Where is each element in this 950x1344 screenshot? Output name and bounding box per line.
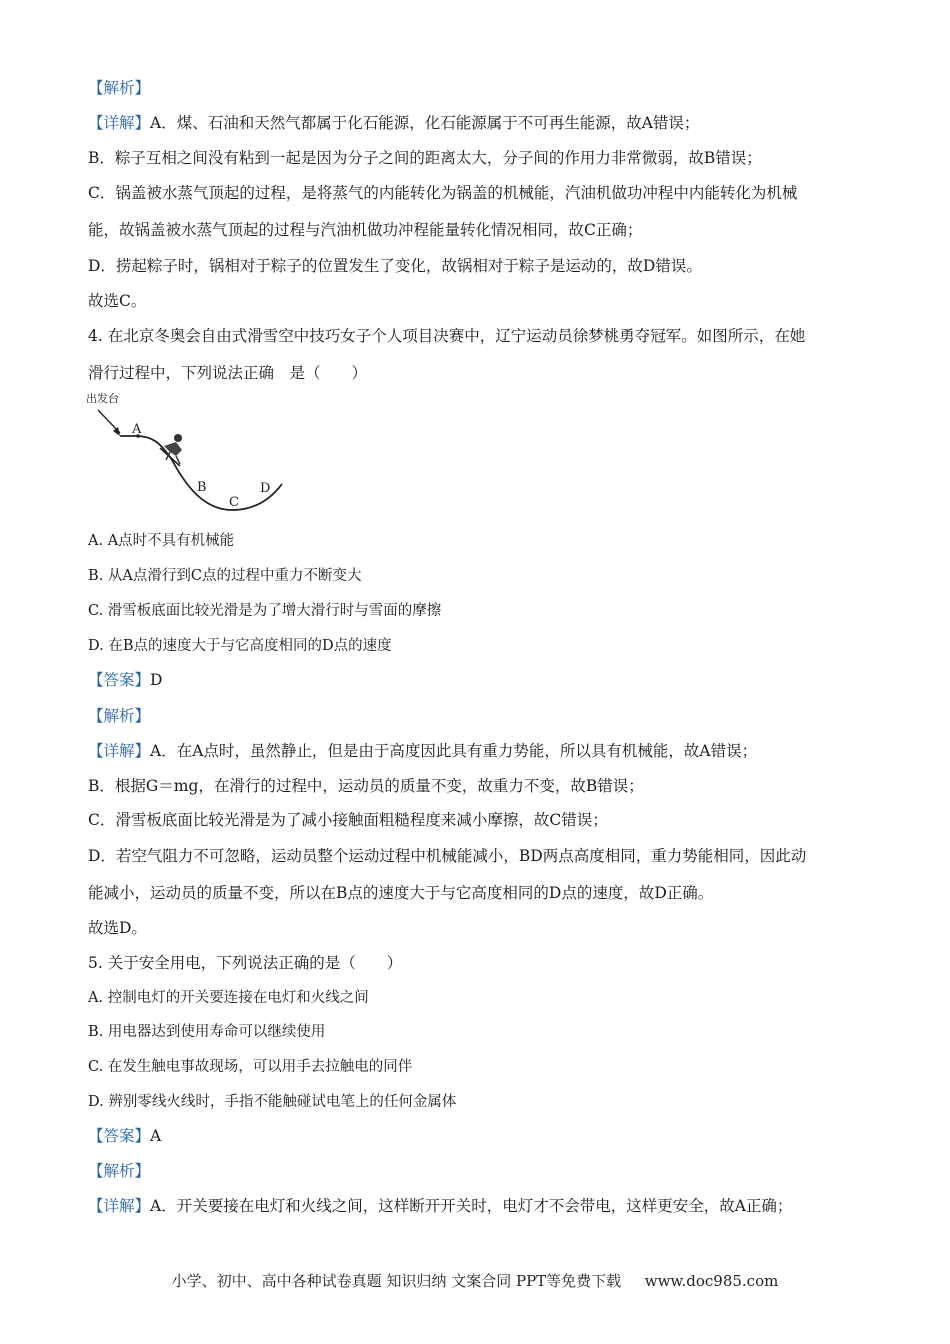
- point-a-label: A: [132, 422, 142, 437]
- detail-text-c2: 能，故锅盖被水蒸气顶起的过程与汽油机做功冲程能量转化情况相同，故C正确；: [88, 221, 643, 239]
- slope-curve: [120, 436, 282, 510]
- detail-line: [88, 113, 699, 133]
- q5-detail-tag: 【详解】: [88, 1197, 151, 1215]
- analysis-tag: 【解析】: [88, 79, 151, 97]
- q4-option-c: C. 滑雪板底面比较光滑是为了增大滑行时与雪面的摩擦: [88, 603, 442, 619]
- point-c-label: C: [229, 495, 239, 510]
- q4-stem-line1: 4. 在北京冬奥会自由式滑雪空中技巧女子个人项目决赛中，辽宁运动员徐梦桃勇夺冠军。如图所示，在她: [88, 327, 806, 345]
- q5-answer-tag: 【答案】: [88, 1127, 151, 1145]
- q5-option-b: B. 用电器达到使用寿命可以继续使用: [88, 1024, 326, 1040]
- q5-option-a: A. 控制电灯的开关要连接在电灯和火线之间: [88, 990, 369, 1006]
- detail-text-c1: C．锅盖被水蒸气顶起的过程，是将蒸气的内能转化为锅盖的机械能，汽油机做功冲程中内能转化为机械: [88, 184, 798, 202]
- footer-text: 小学、初中、高中各种试卷真题 知识归纳 文案合同 PPT等免费下载: [171, 1272, 622, 1290]
- detail-text-b: B．粽子互相之间没有粘到一起是因为分子之间的距离太大，分子间的作用力非常微弱，故B错误；: [88, 149, 762, 167]
- q4-detail-tag: 【详解】: [88, 742, 151, 760]
- q4-detail-d1: D．若空气阻力不可忽略，运动员整个运动过程中机械能减小，BD两点高度相同，重力势能相同，因此动: [88, 847, 807, 865]
- q4-analysis-tag: 【解析】: [88, 707, 151, 725]
- q4-stem-line2: 滑行过程中，下列说法正确 是（ ）: [88, 364, 368, 382]
- q4-answer-line: [88, 670, 162, 690]
- q5-detail-line: [88, 1196, 792, 1216]
- ski-slope-figure: [86, 390, 306, 520]
- q5-stem: 5. 关于安全用电，下列说法正确的是（ ）: [88, 954, 403, 972]
- q4-detail-line: [88, 741, 757, 761]
- point-d-label: D: [260, 481, 271, 496]
- q5-analysis-tag: 【解析】: [88, 1162, 151, 1180]
- detail-text-d: D．捞起粽子时，锅相对于粽子的位置发生了变化，故锅相对于粽子是运动的，故D错误。: [88, 257, 702, 275]
- q4-detail-c: C．滑雪板底面比较光滑是为了减小接触面粗糙程度来减小摩擦，故C错误；: [88, 811, 608, 829]
- footer: [0, 1270, 950, 1291]
- arrow-head-icon: [113, 427, 120, 436]
- q4-conclusion: 故选D。: [88, 919, 147, 937]
- point-b-label: B: [197, 480, 207, 495]
- q4-detail-a: A．在A点时，虽然静止，但是由于高度因此具有重力势能，所以具有机械能，故A错误；: [150, 742, 758, 760]
- q4-answer: D: [150, 671, 163, 689]
- conclusion: 故选C。: [88, 292, 147, 310]
- q5-option-d: D. 辨别零线火线时，手指不能触碰试电笔上的任何金属体: [88, 1094, 457, 1110]
- q4-option-a: A. A点时不具有机械能: [88, 533, 235, 549]
- q4-detail-b: B．根据G＝mg，在滑行的过程中，运动员的质量不变，故重力不变，故B错误；: [88, 777, 644, 795]
- detail-tag: 【详解】: [88, 114, 151, 132]
- q4-option-d: D. 在B点的速度大于与它高度相同的D点的速度: [88, 638, 392, 654]
- skier-icon: [160, 434, 182, 466]
- detail-text-a: A．煤、石油和天然气都属于化石能源，化石能源属于不可再生能源，故A错误；: [150, 114, 700, 132]
- q5-answer-line: [88, 1126, 161, 1146]
- q5-option-c: C. 在发生触电事故现场，可以用手去拉触电的同伴: [88, 1059, 413, 1075]
- footer-url[interactable]: www.doc985.com: [644, 1272, 779, 1290]
- q4-detail-d2: 能减小，运动员的质量不变，所以在B点的速度大于与它高度相同的D点的速度，故D正确。: [88, 884, 714, 902]
- start-platform-label: 出发台: [86, 392, 119, 405]
- answer-tag: 【答案】: [88, 671, 151, 689]
- q4-option-b: B. 从A点滑行到C点的过程中重力不断变大: [88, 568, 362, 584]
- q5-detail-a: A．开关要接在电灯和火线之间，这样断开开关时，电灯才不会带电，这样更安全，故A正确；: [150, 1197, 793, 1215]
- q5-answer: A: [150, 1127, 162, 1145]
